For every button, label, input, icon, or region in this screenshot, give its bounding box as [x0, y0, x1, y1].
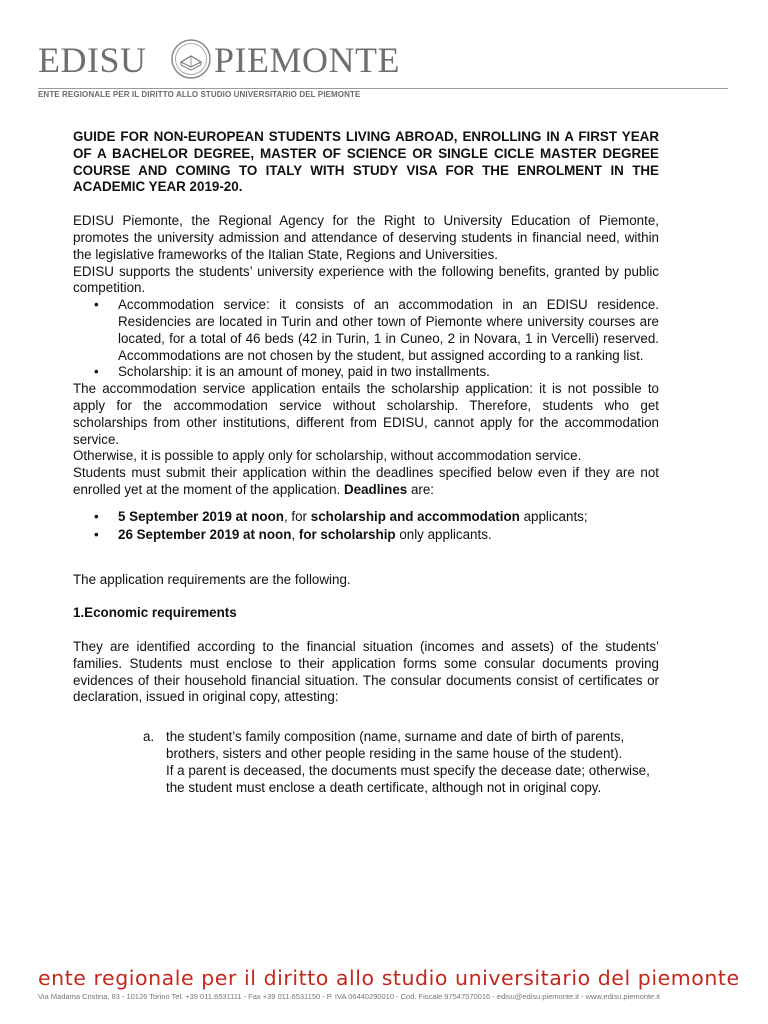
otherwise-paragraph: Otherwise, it is possible to apply only for scholarship, without accommodation service. — [73, 448, 582, 464]
deadlines-bold: Deadlines — [343, 481, 408, 497]
deadline-type: scholarship and accommodation — [310, 508, 520, 524]
list-item: • Scholarship: it is an amount of money, paid in two installments. — [118, 364, 659, 381]
deadline-item — [118, 509, 659, 526]
deadline-date: 26 September 2019 at noon — [118, 526, 292, 542]
header-subtitle: ENTE REGIONALE PER IL DIRITTO ALLO STUDIO UNIVERSITARIO DEL PIEMONTE — [38, 90, 361, 99]
deadlines-end: are: — [407, 481, 435, 497]
seal-emblem-icon — [170, 38, 212, 80]
benefits-list — [73, 297, 659, 381]
logo-text-piemonte: PIEMONTE — [214, 40, 400, 80]
deadline-connector: , for — [283, 508, 311, 524]
header-divider — [38, 88, 728, 89]
deadline-type: for scholarship — [298, 526, 396, 542]
deadline-tail: applicants; — [519, 508, 588, 524]
section-heading: 1.Economic requirements — [73, 605, 237, 621]
deadline-date: 5 September 2019 at noon — [118, 508, 284, 524]
deadlines-list — [73, 509, 659, 544]
item-text: the student’s family composition (name, surname and date of birth of parents, brothers, sisters and other people residing in the same house of the student). — [166, 729, 625, 762]
list-item: • Accommodation service: it consists of an accommodation in an EDISU residence. Residencies are located in Turin and other town of Piemonte where university courses are located, for a total of 46 beds (42 in Turin, 1 in Cuneo, 2 in Novara, 1 in Vercelli) reserved. Accommodations are not chosen by the student, but assigned according to a ranking list. — [118, 297, 659, 364]
letterhead — [38, 38, 728, 102]
footer-address: Via Madama Cristina, 83 - 10126 Torino Tel. +39 011.6531111 - Fax +39 011.6531150 - P. IVA 06440290010 - Cod. Fiscale 97547570016 - edisu@edisu.piemonte.it - www.edisu.piemonte.it — [38, 992, 660, 1001]
item-note: If a parent is deceased, the documents must specify the decease date; otherwise, the student must enclose a death certificate, although not in original copy. — [166, 763, 650, 796]
economic-paragraph: They are identified according to the financial situation (incomes and assets) of the students’ families. Students must enclose to their application forms some consular documents proving evidences of their household financial situation. The consular documents consist of certificates or declaration, issued in original copy, attesting: — [73, 638, 659, 705]
document-body — [73, 129, 659, 796]
deadline-connector: , — [291, 526, 299, 542]
deadline-item — [118, 527, 659, 544]
requirements-list — [143, 728, 659, 796]
accommodation-paragraph: The accommodation service application entails the scholarship application: it is not possible to apply for the accommodation service without scholarship. Therefore, students who get scholarships from other institutions, different from EDISU, cannot apply for the accommodation service. — [73, 381, 659, 447]
footer — [38, 966, 738, 1001]
deadlines-lead: Students must submit their application within the deadlines specified below even if they are not enrolled yet at the moment of the application. — [73, 465, 659, 497]
intro-paragraph: EDISU Piemonte, the Regional Agency for the Right to University Education of Piemonte, promotes the university admission and attendance of deserving students in financial need, within the legislative frameworks of the Italian State, Regions and Universities. — [73, 213, 659, 262]
requirements-intro: The application requirements are the following. — [73, 572, 351, 588]
benefits-intro: EDISU supports the students’ university experience with the following benefits, granted by public competition. — [73, 263, 659, 296]
logo-text-edisu: EDISU — [38, 40, 147, 80]
footer-tagline: ente regionale per il diritto allo studio universitario del piemonte — [38, 966, 740, 990]
deadlines-paragraph — [73, 465, 659, 499]
deadline-tail: only applicants. — [395, 526, 492, 542]
document-title: GUIDE FOR NON-EUROPEAN STUDENTS LIVING ABROAD, ENROLLING IN A FIRST YEAR OF A BACHELOR DEGREE, MASTER OF SCIENCE OR SINGLE CICLE MASTER DEGREE COURSE AND COMING TO ITALY WITH STUDY VISA FOR THE ENROLMENT IN THE ACADEMIC YEAR 2019-20. — [73, 129, 659, 195]
list-item — [143, 728, 659, 796]
item-letter: a. — [143, 729, 155, 745]
